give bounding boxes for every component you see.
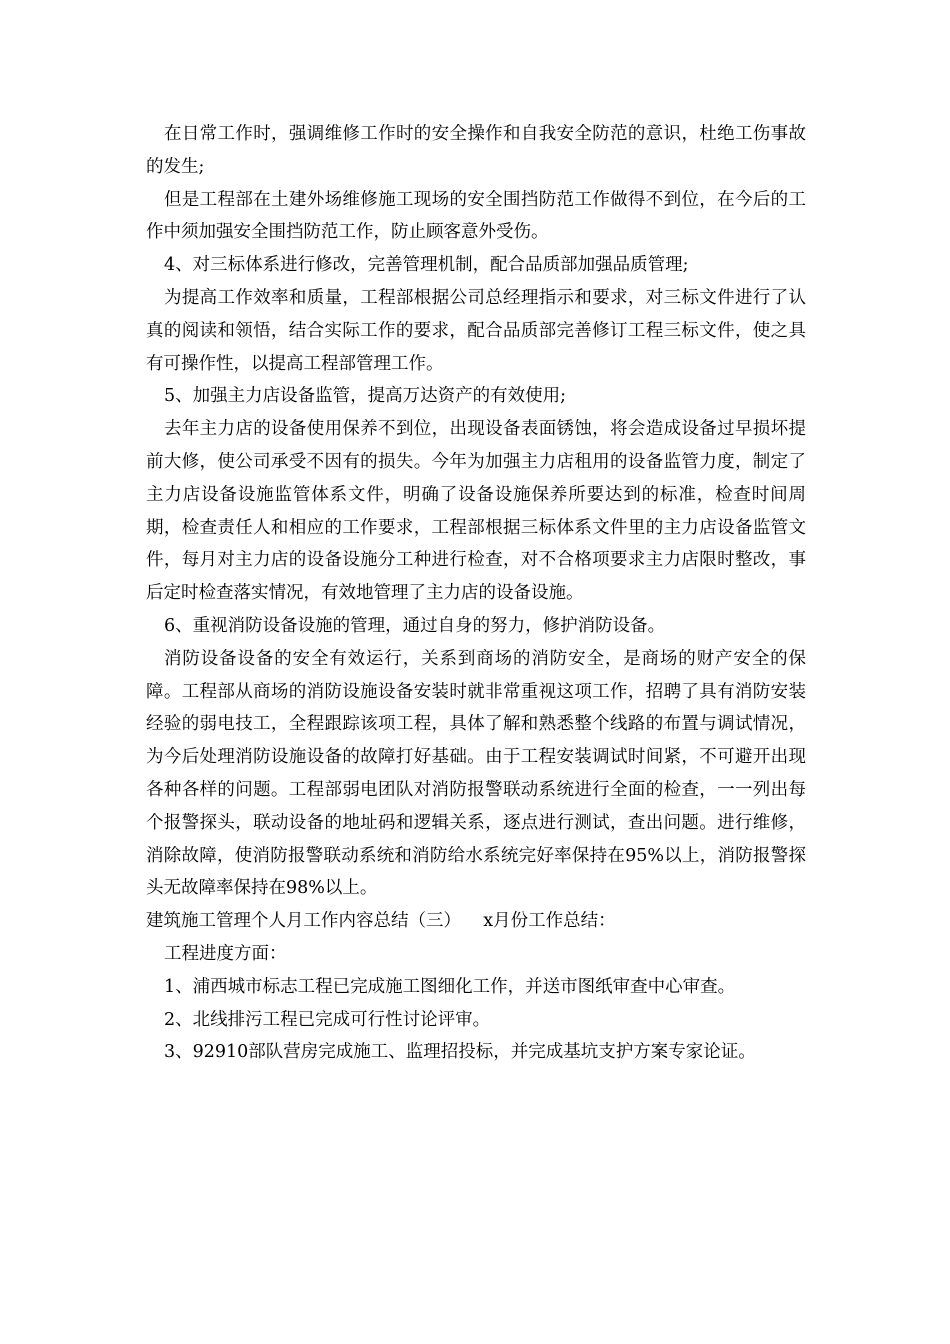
section-title: 建筑施工管理个人月工作内容总结（三）	[146, 911, 461, 932]
list-item: 1、浦西城市标志工程已完成施工图细化工作，并送市图纸审查中心审查。	[164, 976, 736, 997]
paragraph: 在日常工作时，强调维修工作时的安全操作和自我安全防范的意识，杜绝工伤事故的发生;	[146, 124, 806, 177]
paragraph: 4、对三标体系进行修改，完善管理机制，配合品质部加强品质管理;	[164, 255, 689, 276]
paragraph: 去年主力店的设备使用保养不到位，出现设备表面锈蚀，将会造成设备过早损坏提前大修，使公司承受不因有的损失。今年为加强主力店租用的设备监管力度，制定了主力店设备设施监管体系文件，明确了设备设施保养所要达到的标准，检查时间周期，检查责任人和相应的工作要求，工程部根据三标体系文件里的主力店设备监管文件，每月对主力店的设备设施分工种进行检查，对不合格项要求主力店限时整改，事后定时检查落实情况，有效地管理了主力店的设备设施。	[146, 419, 806, 604]
paragraph: 6、重视消防设备设施的管理，通过自身的努力，修护消防设备。	[164, 615, 666, 636]
list-item: 工程进度方面：	[164, 943, 287, 964]
document-page	[146, 118, 806, 1069]
paragraph: 为提高工作效率和质量，工程部根据公司总经理指示和要求，对三标文件进行了认真的阅读和领悟，结合实际工作的要求，配合品质部完善修订工程三标文件，使之具有可操作性，以提高工程部管理工作。	[146, 287, 806, 374]
paragraph: 5、加强主力店设备监管，提高万达资产的有效使用;	[164, 386, 567, 407]
section-subtitle: x月份工作总结：	[483, 911, 616, 932]
paragraph: 消防设备设备的安全有效运行，关系到商场的消防安全，是商场的财产安全的保障。工程部从商场的消防设施设备安装时就非常重视这项工作，招聘了具有消防安装经验的弱电技工，全程跟踪该项工程，具体了解和熟悉整个线路的布置与调试情况，为今后处理消防设施设备的故障打好基础。由于工程安装调试时间紧，不可避开出现各种各样的问题。工程部弱电团队对消防报警联动系统进行全面的检查，一一列出每个报警探头，联动设备的地址码和逻辑关系，逐点进行测试，查出问题。进行维修，消除故障，使消防报警联动系统和消防给水系统完好率保持在95%以上，消防报警探头无故障率保持在98%以上。	[146, 648, 806, 899]
paragraph: 但是工程部在土建外场维修施工现场的安全围挡防范工作做得不到位，在今后的工作中须加强安全围挡防范工作，防止顾客意外受伤。	[146, 189, 806, 243]
section-heading	[146, 905, 806, 938]
list-item: 2、北线排污工程已完成可行性讨论评审。	[164, 1009, 491, 1030]
list-item: 3、92910部队营房完成施工、监理招投标，并完成基坑支护方案专家论证。	[164, 1042, 756, 1063]
